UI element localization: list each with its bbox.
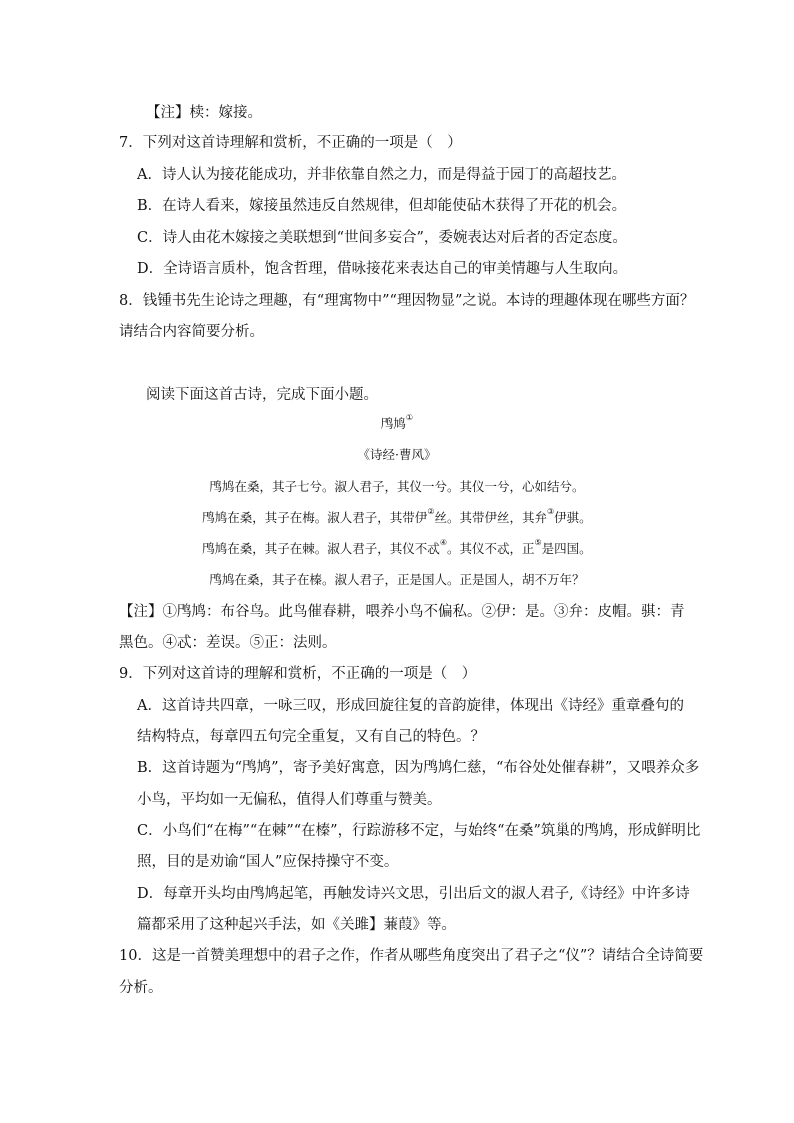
- footnote-marker: ②: [427, 507, 435, 516]
- question-7-option-a: A．诗人认为接花能成功，并非依靠自然之力，而是得益于园丁的高超技艺。: [137, 167, 626, 183]
- question-7-option-d: D．全诗语言质朴，饱含哲理，借咏接花来表达自己的审美情趣与人生取向。: [137, 261, 628, 277]
- question-10-line-1: 10．这是一首赞美理想中的君子之作，作者从哪些角度突出了君子之“仪”？请结合全诗简要: [119, 948, 704, 964]
- question-10-line-2: 分析。: [119, 980, 163, 996]
- reading-intro: 阅读下面这首古诗，完成下面小题。: [146, 387, 378, 403]
- footnote-marker: ④: [439, 538, 447, 547]
- poem-stanza-1: 鸤鸠在桑，其子七兮。淑人君子，其仪一兮。其仪一兮，心如结兮。: [209, 479, 585, 494]
- question-9-option-d-line-1: D．每章开头均由鸤鸠起笔，再触发诗兴文思，引出后文的淑人君子,《诗经》中许多诗: [137, 886, 690, 902]
- question-7-stem: 7．下列对这首诗理解和赏析，不正确的一项是（ ）: [119, 135, 462, 151]
- question-8-line-2: 请结合内容简要分析。: [119, 324, 264, 340]
- question-9-option-a-line-1: A．这首诗共四章，一咏三叹，形成回旋往复的音韵旋律，体现出《诗经》重章叠句的: [137, 698, 684, 714]
- question-9-option-c-line-1: C．小鸟们“在梅”“在棘”“在榛”，行踪游移不定，与始终“在桑”筑巢的鸤鸠，形成鲜明比: [137, 823, 701, 839]
- poem-notes-line-2: 黑色。④忒：差误。⑤正：法则。: [119, 635, 337, 651]
- poem-notes-line-1: 【注】①鸤鸠：布谷鸟。此鸟催春耕，喂养小鸟不偏私。②伊：是。③弁：皮帽。骐：青: [119, 604, 685, 620]
- footnote-marker: ①: [405, 413, 414, 422]
- footnote-marker: ③: [547, 507, 555, 516]
- question-9-option-b-line-1: B．这首诗题为“鸤鸠”，寄予美好寓意，因为鸤鸠仁慈，“布谷处处催春耕”，又喂养众多: [137, 760, 700, 776]
- question-9-option-a-line-2: 结构特点，每章四五句完全重复，又有自己的特色。？: [137, 729, 485, 745]
- poem-stanza-2: 鸤鸠在桑，其子在梅。淑人君子，其带伊②丝。其带伊丝，其弁③伊骐。: [202, 507, 592, 525]
- question-9-stem: 9．下列对这首诗的理解和赏析，不正确的一项是（ ）: [119, 666, 477, 682]
- question-7-option-c: C．诗人由花木嫁接之美联想到“世间多妄合”，委婉表达对后者的否定态度。: [137, 230, 627, 246]
- question-9-option-b-line-2: 小鸟，平均如一无偏私，值得人们尊重与赞美。: [137, 792, 442, 808]
- question-9-option-d-line-2: 篇都采用了这种起兴手法，如《关雎】蒹葭》等。: [137, 917, 456, 933]
- question-9-option-c-line-2: 照，目的是劝谕“国人”应保持操守不变。: [137, 854, 399, 870]
- footnote-marker: ⑤: [534, 538, 542, 547]
- poem-source: 《诗经·曹风》: [357, 447, 437, 462]
- question-8-line-1: 8．钱锺书先生论诗之理趣，有“理寓物中”“理因物显”之说。本诗的理趣体现在哪些方面？: [119, 293, 695, 309]
- question-7-option-b: B．在诗人看来，嫁接虽然违反自然规律，但却能使砧木获得了开花的机会。: [137, 198, 627, 214]
- poem-title: 鸤鸠: [380, 416, 406, 431]
- poem-stanza-4: 鸤鸠在桑，其子在榛。淑人君子，正是国人。正是国人，胡不万年？: [209, 572, 585, 587]
- question-6-note: 【注】椟：嫁接。: [146, 105, 262, 121]
- poem-stanza-3: 鸤鸠在桑，其子在棘。淑人君子，其仪不忒④。其仪不忒，正⑤是四国。: [202, 538, 592, 556]
